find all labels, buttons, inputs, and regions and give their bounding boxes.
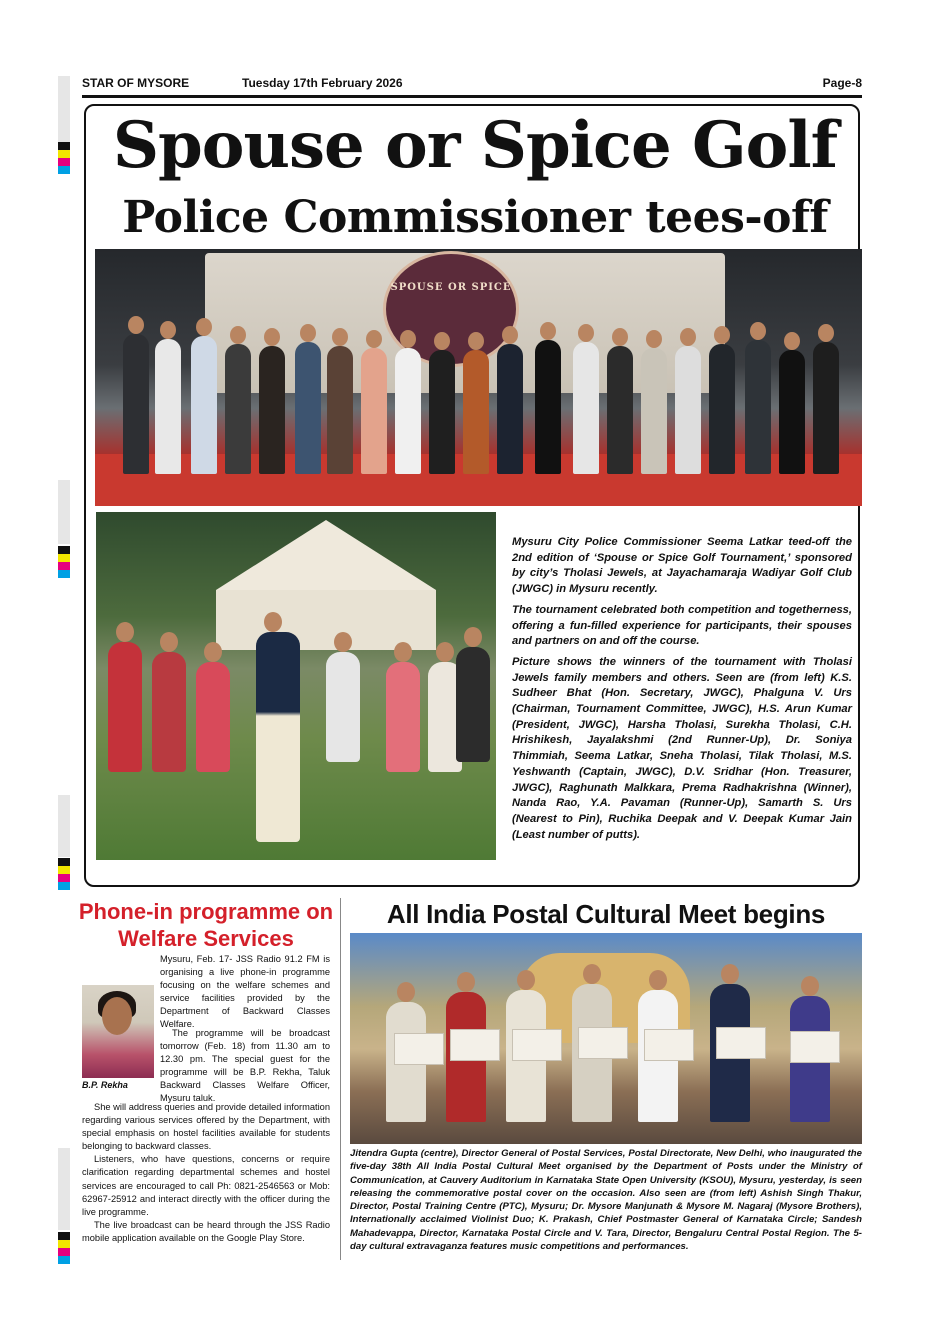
print-margin-bar [58,795,70,857]
column-divider [340,898,341,1260]
portrait-face [102,997,132,1035]
postal-cover [512,1029,562,1061]
person [395,348,421,474]
person [535,340,561,474]
color-marks-mid [58,546,70,578]
person [295,342,321,474]
caption-paragraph: The tournament celebrated both competition and togetherness, offering a fun-filled experience for participants, their spouses and partners on and off the course. [512,603,852,648]
phone-in-paragraph: Listeners, who have questions, concerns or require clarification regarding departmental schemes and hostel services are encouraged to call Ph: 0821-2546563 or Mob: 62967-25912 and interact directly with the officer during the live programme. [82,1154,330,1217]
spectator [386,662,420,772]
person [123,334,149,474]
spectator [152,652,186,772]
postal-cover [790,1031,840,1063]
main-subheadline: Police Commissioner tees-off [122,192,828,243]
portrait-caption: B.P. Rekha [82,1080,128,1090]
publication-name: STAR OF MYSORE [82,76,190,90]
person [225,344,251,474]
postal-cover [644,1029,694,1061]
person [463,350,489,474]
person [745,340,771,474]
canopy-tent-base [216,590,436,650]
spectator [108,642,142,772]
issue-date: Tuesday 17th February 2026 [242,76,403,90]
phone-in-paragraph: The live broadcast can be heard through the JSS Radio mobile application available on the Google Play Store. [82,1219,330,1243]
person [327,346,353,474]
caption-paragraph: Mysuru City Police Commissioner Seema Latkar teed-off the 2nd edition of ‘Spouse or Spice Golf Tournament,’ sponsored by city’s Tholasi Jewels, at Jayachamaraja Wadiyar Golf Club (JWGC) in Mysuru recently. [512,536,852,596]
main-headline: Spouse or Spice Golf [112,108,838,183]
person [641,348,667,474]
print-margin-bar [58,76,70,148]
print-margin-bar [58,1148,70,1230]
golfer [256,632,300,842]
phone-in-paragraph: She will address queries and provide detailed information regarding various services offered by the Department, with special emphasis on hostel facilities available for students belonging to backward classes. [82,1102,330,1152]
page-number: Page-8 [822,76,862,90]
spectator [326,652,360,762]
person [497,344,523,474]
tournament-logo-text: SPOUSE OR SPICE [390,282,512,293]
rekha-portrait [82,985,154,1078]
color-marks-bottom [58,1232,70,1264]
winners-group-photo [95,249,862,506]
canopy-tent [216,520,436,590]
caption-paragraph: Picture shows the winners of the tournament with Tholasi Jewels family members and others. Seen are (from left) K.S. Sudheer Bhat (Hon. Secretary, JWGC), Phalguna V. Urs (Chairman, Tournament Committee, JWGC), H.S. Arun Kumar (President, JWGC), Harsha Tholasi, Surekha Tholasi, C.H. Hrishikesh, Jayalakshmi (2nd Runner-Up), Dr. Soniya Thimmiah, Seema Latkar, Sneha Tholasi, Tilak Tholasi, M.S. Yeshwanth (Captain, JWGC), D.V. Sridhar (Hon. Treasurer, JWGC), Raghunath Malkkara, Prema Radhakrishna (Winner), Nanda Rao, Y.A. Pavaman (Runner-Up), Samarth S. Urs (Nearest to Pin), Ruchika Deepak and V. Deepak Kumar Jain (Least number of putts). [512,655,852,841]
postal-cover [450,1029,500,1061]
main-caption [512,535,852,848]
phone-in-wrap [160,1027,330,1106]
person [361,348,387,474]
person [259,346,285,474]
postal-caption: Jitendra Gupta (centre), Director General of Postal Services, Postal Directorate, New Delhi, who inaugurated the five-day 38th All India Postal Cultural Meet organised by the Department of Posts under the Ministry of Communication, at Cauvery Auditorium in Karnataka State Open University (KSOU), Mysuru, yesterday, is seen releasing the commemorative postal cover on the occasion. Also seen are (from left) Ashish Singh Thakur, Director, Postal Training Centre (PTC), Mysuru; Dr. Mysore Manjunath & Mysore M. Nagaraj (Mysore Brothers), Internationally acclaimed Violinist Duo; K. Prakash, Chief Postmaster General of Karnataka Circle; Sandesh Mahadevappa, Director, Karnataka Postal Circle and V. Tara, Director, Bengaluru Central Postal Region. The 5-day cultural extravaganza features music competitions and performances. [350,1148,862,1253]
person [607,346,633,474]
spectator [196,662,230,772]
person [155,339,181,474]
person [429,350,455,474]
postal-cover [716,1027,766,1059]
postal-cover-release-photo [350,933,862,1144]
person [675,346,701,474]
phone-in-body [82,1101,330,1245]
person [779,350,805,474]
teeoff-photo [96,512,496,860]
print-margin-bar [58,480,70,544]
phone-in-paragraph: The programme will be broadcast tomorrow (Feb. 18) from 11.30 am to 12.30 pm. The special guest for the programme will be B.P. Rekha, Taluk Backward Classes Welfare Officer, Mysuru taluk. [160,1028,330,1104]
person [709,344,735,474]
phone-in-headline: Phone-in programme on Welfare Services [78,899,334,951]
header-rule [82,95,862,98]
person [813,342,839,474]
color-marks-top [58,142,70,174]
color-marks-lower [58,858,70,890]
person [191,336,217,474]
spectator [456,647,490,762]
phone-in-paragraph: Mysuru, Feb. 17- JSS Radio 91.2 FM is organising a live phone-in programme focusing on the welfare schemes and service facilities provided by the Department of Backward Classes Welfare. [160,954,330,1030]
postal-headline: All India Postal Cultural Meet begins [386,899,826,929]
postal-cover [394,1033,444,1065]
postal-cover [578,1027,628,1059]
person [573,342,599,474]
page-header [82,76,862,94]
